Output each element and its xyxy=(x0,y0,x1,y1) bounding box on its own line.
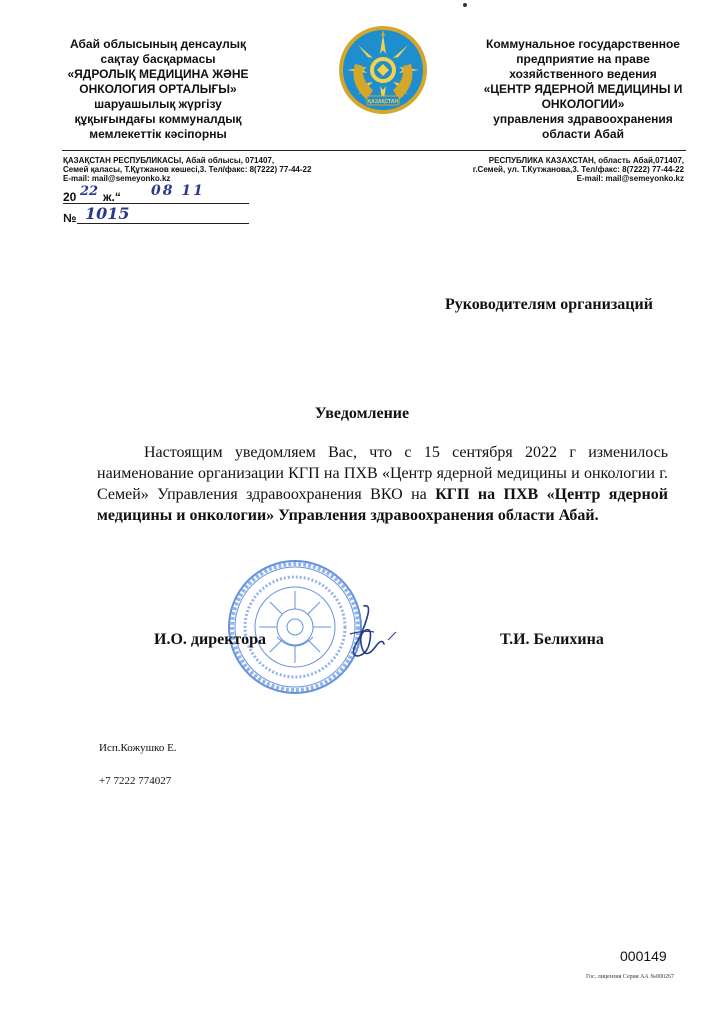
registration-number xyxy=(63,204,249,226)
address-line: E-mail: mail@semeyonko.kz xyxy=(63,174,171,183)
header-kazakh-org-name xyxy=(48,37,268,142)
date-year-handwritten: 22 xyxy=(80,184,99,199)
header-left-line: құқығындағы коммуналдық xyxy=(74,112,242,126)
header-left-line: сақтау басқармасы xyxy=(100,52,216,66)
header-right-line: ОНКОЛОГИИ» xyxy=(541,97,625,111)
form-serial-number: 000149 xyxy=(620,948,667,964)
kazakhstan-emblem-icon xyxy=(337,24,429,116)
address-russian xyxy=(473,156,684,183)
address-line: E-mail: mail@semeyonko.kz xyxy=(576,174,684,183)
address-line: г.Семей, ул. Т.Кутжанова,3. Тел/факс: 8(7222) 77-44-22 xyxy=(472,165,684,174)
handwritten-signature xyxy=(330,600,400,670)
header-left-line: Абай облысының денсаулық xyxy=(69,37,247,51)
header-right-line: хозяйственного ведения xyxy=(509,67,657,81)
header-left-line: мемлекеттік кәсіпорны xyxy=(89,127,227,141)
signatory-position: И.О. директора xyxy=(154,631,266,648)
number-symbol: № xyxy=(63,211,77,225)
body-bold-text: КГП на ПХВ «Центр ядерной медицины и онкологии» Управления здравоохранения области Абай. xyxy=(97,486,668,524)
header-russian-org-name xyxy=(478,37,688,142)
notice-title: Уведомление xyxy=(314,405,410,422)
header-right-line: области Абай xyxy=(542,127,624,141)
address-line: РЕСПУБЛИКА КАЗАХСТАН, область Абай,071407, xyxy=(488,156,684,165)
notice-body xyxy=(97,442,668,526)
date-prefix: 20 xyxy=(63,190,77,204)
number-handwritten: 1015 xyxy=(85,204,130,223)
address-line: ҚАЗАҚСТАН РЕСПУБЛИКАСЫ, Абай облысы, 071407, xyxy=(63,156,275,165)
body-plain-text: Настоящим уведомляем Вас, что с 15 сентября 2022 г изменилось наименование организации КГП на ПХВ «Центр ядерной медицины и онкологии г. Семей» Управления здравоохранения ВКО на xyxy=(97,444,668,503)
executor: Исп.Кожушко Е. xyxy=(99,742,177,754)
header-divider xyxy=(62,150,686,151)
header-left-line: ОНКОЛОГИЯ ОРТАЛЫҒЫ» xyxy=(79,82,237,96)
emblem-text: ҚАЗАҚСТАН xyxy=(368,99,398,105)
date-mid: ж.“ xyxy=(103,190,121,204)
header-right-line: управления здравоохранения xyxy=(493,112,673,126)
scan-speck xyxy=(463,3,467,7)
executor-phone: +7 7222 774027 xyxy=(99,775,172,787)
address-line: Семей қаласы, Т.Құтжанов көшесі,3. Тел/факс: 8(7222) 77-44-22 xyxy=(63,165,312,174)
addressee: Руководителям организаций xyxy=(445,296,653,313)
header-left-line: шаруашылық жүргізу xyxy=(94,97,222,111)
signatory-name: Т.И. Белихина xyxy=(500,631,604,648)
header-right-line: предприятие на праве xyxy=(516,52,650,66)
address-kazakh xyxy=(63,156,311,183)
header-right-line: «ЦЕНТР ЯДЕРНОЙ МЕДИЦИНЫ И xyxy=(483,82,683,96)
header-right-line: Коммунальное государственное xyxy=(486,37,680,51)
license-number: Гос. лицензия Серия АА №000267 xyxy=(586,974,674,980)
date-handwritten: 08 11 xyxy=(151,183,205,199)
number-underline xyxy=(77,223,249,224)
header-left-line: «ЯДРОЛЫҚ МЕДИЦИНА ЖӘНЕ xyxy=(67,67,249,81)
